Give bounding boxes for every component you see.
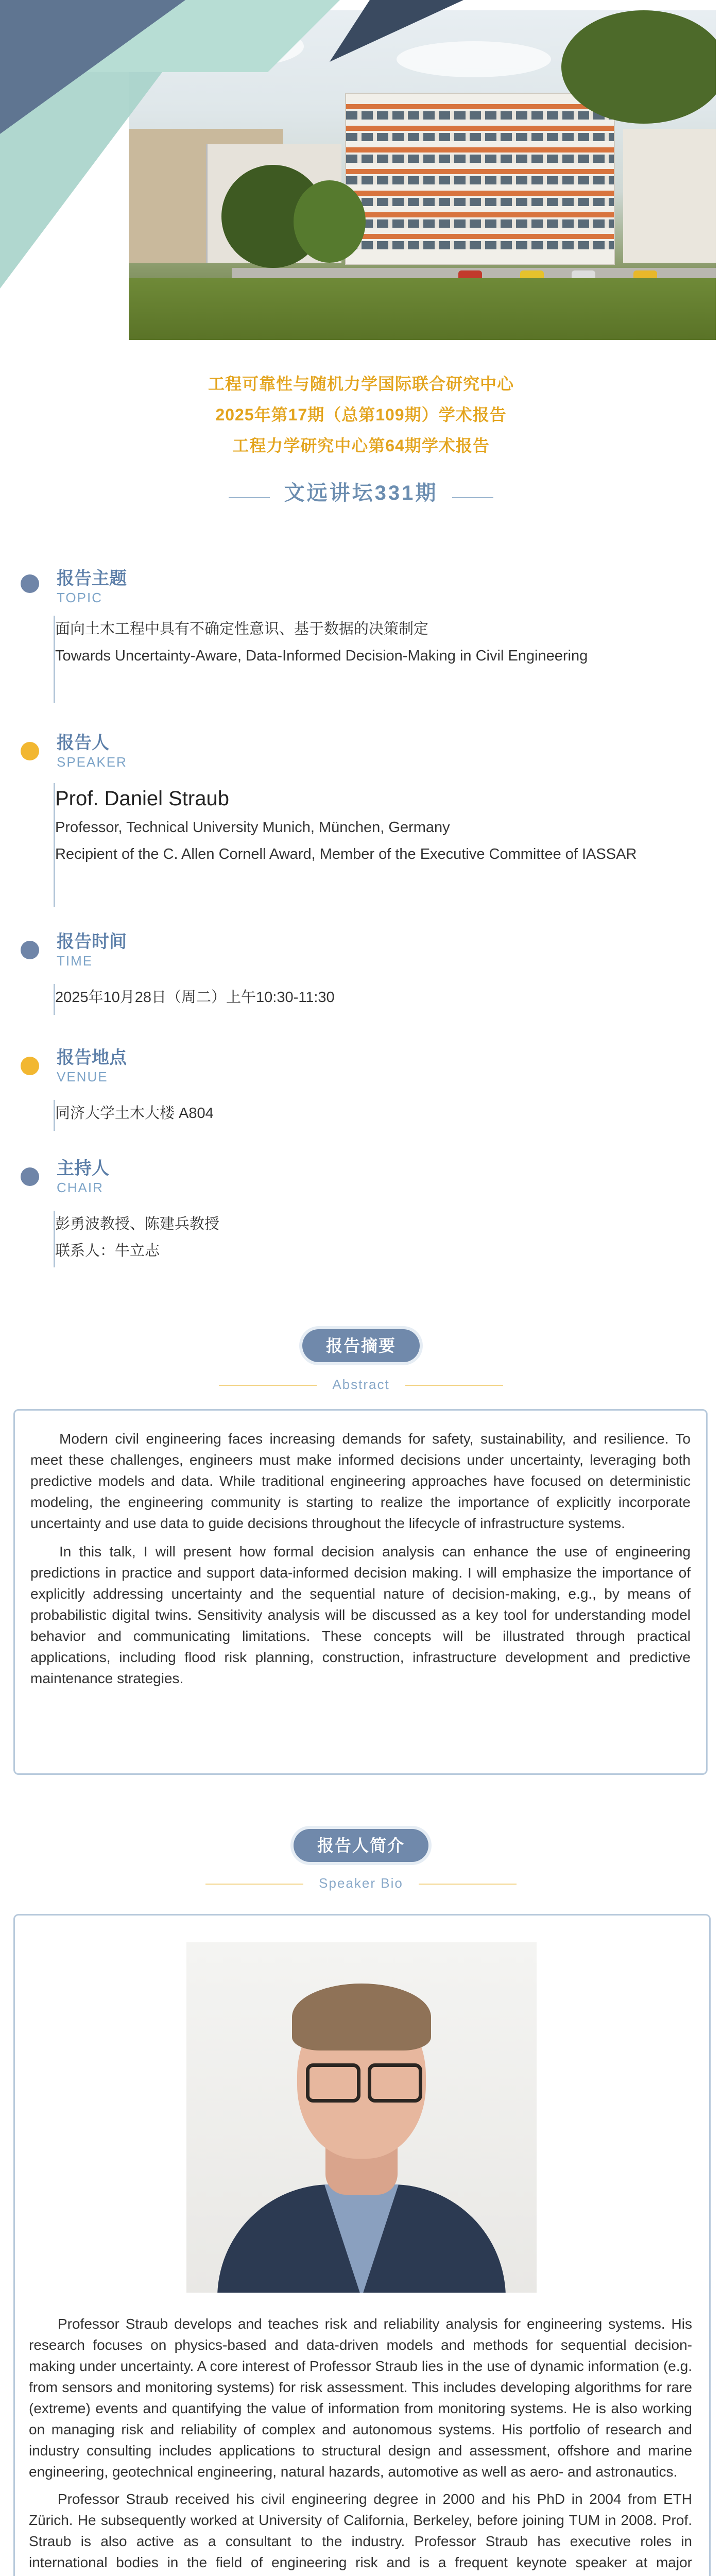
speaker-name: Prof. Daniel Straub (55, 787, 229, 810)
abstract-paragraph-2: In this talk, I will present how formal decision analysis can enhance the use of engineering predictions in practice and support data-informed decision making. I will emphasize the importance of explicitly addressing uncertainty and the sequential nature of decision-making, e.g., by means of probabilistic digital twins. Sensitivity analysis will be discussed as a key tool for understanding model behavior and communicating limitations. These concepts will be illustrated through practical applications, including flood risk planning, construction, infrastructure development and predictive maintenance strategies. (30, 1544, 691, 1686)
bullet-dot (21, 941, 39, 959)
title-line-3: 工程力学研究中心第64期学术报告 (232, 436, 490, 455)
venue-section (0, 1043, 722, 1146)
bio-heading (0, 1829, 722, 1862)
bullet-dot (21, 1057, 39, 1075)
speaker-portrait (186, 1942, 537, 2293)
bullet-dot (21, 574, 39, 593)
forum-title (0, 477, 722, 506)
speaker-award: Recipient of the C. Allen Cornell Award, Member of the Executive Committee of IASSAR (55, 846, 637, 862)
time-section (0, 927, 722, 1030)
topic-title-en: Towards Uncertainty-Aware, Data-Informed Decision-Making in Civil Engineering (55, 648, 588, 664)
topic-label: 报告主题 (57, 569, 127, 588)
chair-label: 主持人 (57, 1159, 109, 1178)
speaker-label: 报告人 (57, 733, 109, 753)
bio-paragraph-2: Professor Straub received his civil engineering degree in 2000 and his PhD in 2004 from ETH Zürich. He subsequently worked at University of California, Berkeley, before joining TUM in 2008. Prof. Straub is also active as a consultant to the industry. Professor Straub has executive roles in international bodies in the field of engineering risk and is a frequent keynote speaker at major (29, 2491, 692, 2570)
bio-paragraph-1: Professor Straub develops and teaches risk and reliability analysis for engineering systems. His research focuses on physics-based and data-driven models and methods for sequential decision-making under uncertainty. A core interest of Professor Straub lies in the use of dynamic information (e.g. from sensors and monitoring systems) for risk assessment. This includes developing algorithms for rare (extreme) events and quantifying the value of information from monitoring systems. He is also working on managing risk and reliability of complex and autonomous systems. His portfolio of research and industry consulting includes applications to structural design and assessment, offshore and marine engineering, geotechnical engineering, natural hazards, automotive as well as aero- and astronautics. (29, 2316, 692, 2480)
bullet-dot (21, 742, 39, 760)
abstract-subheading (0, 1377, 722, 1393)
chair-contact: 联系人：牛立志 (55, 1243, 160, 1259)
abstract-label: 报告摘要 (302, 1329, 420, 1362)
time-label: 报告时间 (57, 932, 127, 952)
abstract-label-en: Abstract (332, 1377, 390, 1392)
bio-text (13, 2313, 708, 2576)
topic-label-en: TOPIC (57, 590, 102, 605)
topic-title-cn: 面向土木工程中具有不确定性意识、基于数据的决策制定 (55, 621, 429, 637)
venue-value: 同济大学土木大楼 A804 (55, 1105, 214, 1122)
speaker-section (0, 726, 722, 912)
speaker-affiliation: Professor, Technical University Munich, München, Germany (55, 819, 450, 836)
bio-label: 报告人简介 (294, 1829, 428, 1862)
abstract-box (13, 1409, 708, 1775)
bio-subheading (0, 1875, 722, 1891)
chair-section (0, 1154, 722, 1278)
chair-label-en: CHAIR (57, 1180, 104, 1195)
bio-label-en: Speaker Bio (319, 1875, 403, 1891)
forum-label: 文远讲坛331期 (284, 482, 438, 504)
topic-section (0, 564, 722, 719)
time-value: 2025年10月28日（周二）上午10:30-11:30 (55, 989, 335, 1006)
header-banner (0, 0, 722, 340)
chair-value: 彭勇波教授、陈建兵教授 (55, 1216, 220, 1232)
speaker-label-en: SPEAKER (57, 754, 127, 770)
venue-label-en: VENUE (57, 1069, 108, 1084)
venue-label: 报告地点 (57, 1048, 127, 1067)
title-line-1: 工程可靠性与随机力学国际联合研究中心 (208, 375, 514, 393)
abstract-paragraph-1: Modern civil engineering faces increasing demands for safety, sustainability, and resilience. To meet these challenges, engineers must make informed decisions under uncertainty, leveraging both predictive models and data. While traditional engineering approaches have focused on deterministic modeling, the engineering community is starting to realize the importance of explicitly incorporate uncertainty and use data to guide decisions throughout the lifecycle of infrastructure systems. (30, 1431, 691, 1531)
report-titles (0, 368, 722, 461)
bullet-dot (21, 1167, 39, 1186)
time-label-en: TIME (57, 953, 93, 969)
abstract-heading (0, 1329, 722, 1362)
title-line-2: 2025年第17期（总第109期）学术报告 (215, 405, 507, 424)
